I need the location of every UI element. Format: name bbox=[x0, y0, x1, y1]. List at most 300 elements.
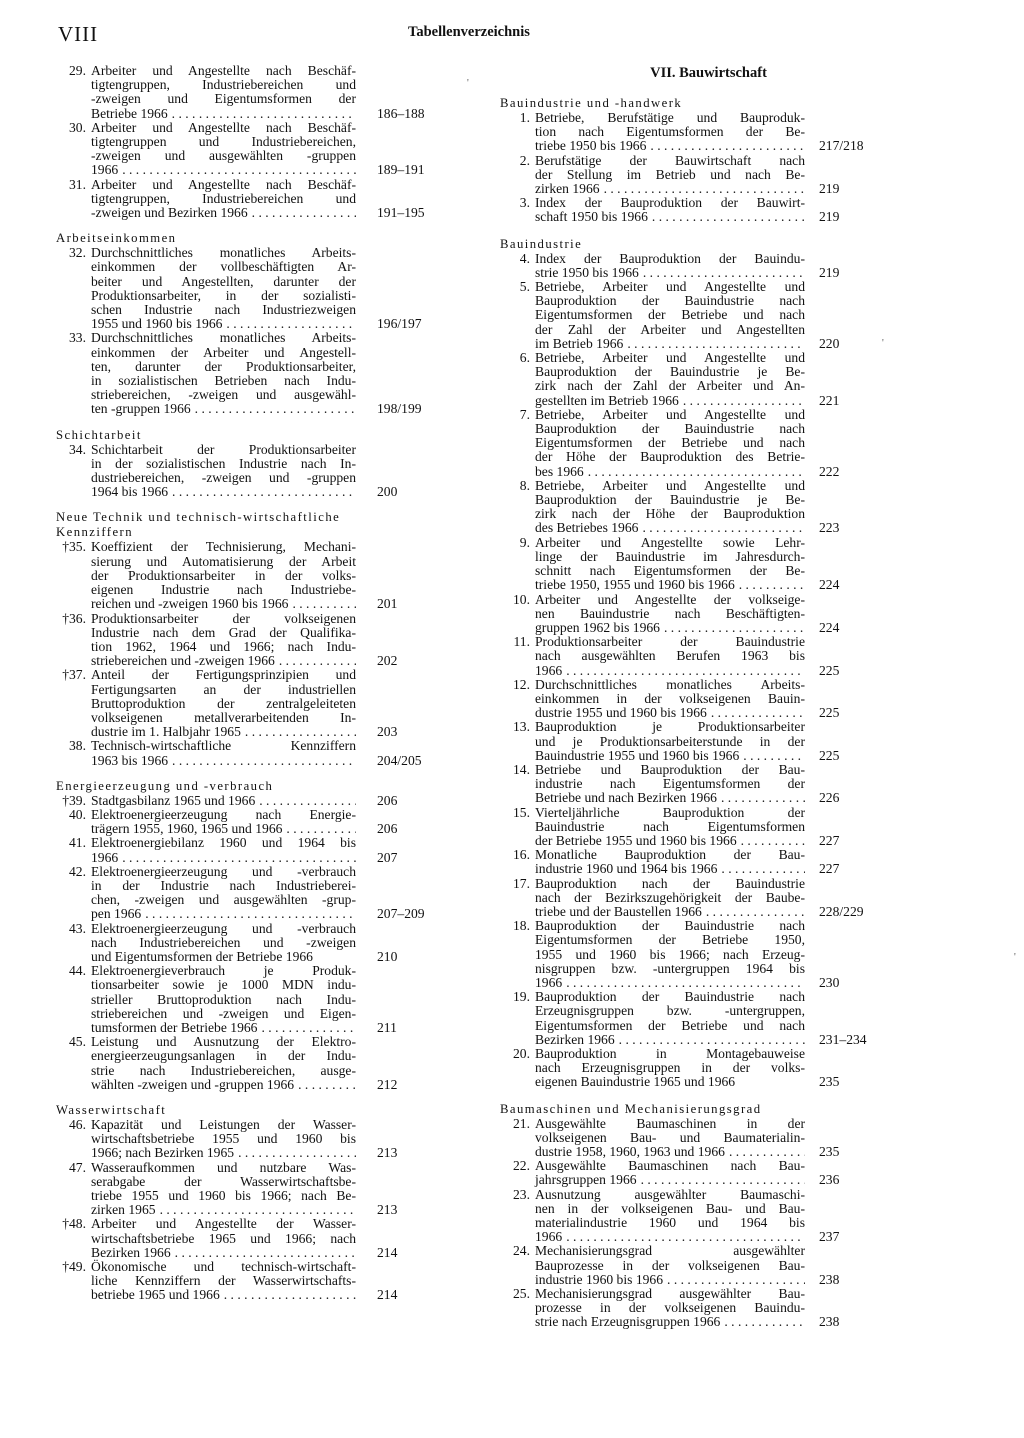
left-column bbox=[56, 64, 429, 1303]
table-entry bbox=[500, 196, 877, 224]
entry-line: eigenen Bauindustrie 1965 und 1966 bbox=[535, 1074, 736, 1090]
entry-line: Arbeiter und Angestellte der volkseige- bbox=[535, 591, 805, 607]
entry-line: Elektroenergieerzeugung und -verbrauch bbox=[91, 863, 356, 879]
entry-number: 10. bbox=[513, 591, 530, 607]
entry-number: 25. bbox=[513, 1286, 530, 1302]
entry-line: Erzeugnisgruppen bzw. -untergruppen, bbox=[535, 1003, 805, 1019]
table-entry bbox=[500, 280, 877, 351]
entry-line: Bauproduktion der Bauindustrie nach bbox=[535, 918, 805, 934]
entry-line: nisgruppen bzw. -untergruppen 1964 bis bbox=[535, 960, 805, 976]
entry-text bbox=[56, 739, 429, 767]
entry-line: der Zahl der Arbeiter und Angestellten bbox=[535, 321, 805, 337]
page-ref: 198/199 bbox=[377, 401, 422, 417]
entry-line: Betriebe, Arbeiter und Angestellte und bbox=[535, 279, 805, 295]
entry-line: Index der Bauproduktion der Bauwirt- bbox=[535, 195, 805, 211]
entry-line: Schichtarbeit der Produktionsarbeiter bbox=[91, 441, 356, 457]
entry-last-line bbox=[91, 1078, 356, 1092]
page-ref: 219 bbox=[819, 264, 840, 280]
entry-line: tigtengruppen, Industriebereichen und bbox=[91, 190, 356, 206]
leader-dots bbox=[623, 337, 805, 351]
entry-number: 47. bbox=[69, 1159, 86, 1175]
entry-line: Stadtgasbilanz 1965 und 1966 bbox=[91, 792, 256, 808]
entry-line: eigenen Industrie nach Industriebe- bbox=[91, 582, 356, 598]
entry-text bbox=[56, 178, 429, 221]
page-ref: 202 bbox=[377, 653, 398, 669]
entry-text bbox=[56, 1217, 429, 1260]
leader-dots bbox=[241, 725, 356, 739]
entry-line: Ausnutzung ausgewählter Baumaschi- bbox=[535, 1186, 805, 1202]
table-entry bbox=[56, 246, 429, 331]
leader-dots bbox=[648, 210, 805, 224]
page-ref: 203 bbox=[377, 724, 398, 740]
entry-last-line bbox=[535, 578, 805, 592]
page-ref: 214 bbox=[377, 1244, 398, 1260]
entry-line: Elektroenergieerzeugung nach Energie- bbox=[91, 806, 356, 822]
entry-last-line bbox=[535, 706, 805, 720]
entry-number: 14. bbox=[513, 761, 530, 777]
table-entry bbox=[500, 678, 877, 721]
page-ref: 227 bbox=[819, 832, 840, 848]
entry-line: Kapazität und Leistungen der Wasser- bbox=[91, 1117, 356, 1132]
entry-line: zirk nach der Zahl der Arbeiter und An- bbox=[535, 378, 805, 394]
table-entry bbox=[500, 1159, 877, 1187]
entry-text bbox=[56, 121, 429, 178]
table-entry bbox=[500, 990, 877, 1047]
entry-text bbox=[56, 540, 429, 611]
page-ref: 219 bbox=[819, 209, 840, 225]
entry-text bbox=[56, 1161, 429, 1218]
entry-line: -zweigen und Eigentumsformen der bbox=[91, 91, 356, 107]
entry-text bbox=[56, 836, 429, 864]
entry-last-line bbox=[91, 107, 356, 121]
leader-dots bbox=[562, 1230, 805, 1244]
entry-number: 31. bbox=[69, 176, 86, 192]
leader-dots bbox=[562, 976, 805, 990]
page-ref: 206 bbox=[377, 821, 398, 837]
entry-line: wirtschaftsbetriebe 1965 und 1966; nach bbox=[91, 1230, 356, 1246]
entry-number: 23. bbox=[513, 1186, 530, 1202]
entry-line: Betriebe, Arbeiter und Angestellte und bbox=[535, 350, 805, 366]
entry-last-line bbox=[535, 266, 805, 280]
entry-line: materialindustrie 1960 und 1964 bis bbox=[535, 1215, 805, 1231]
entry-line: in der Industrie nach Industrieberei- bbox=[91, 877, 356, 893]
entry-line: industrie 1960 und 1964 bis 1966 bbox=[535, 861, 718, 877]
entry-last-line bbox=[535, 1273, 805, 1287]
entry-number: 4. bbox=[519, 250, 530, 266]
table-entry bbox=[500, 479, 877, 536]
leader-dots bbox=[191, 402, 356, 416]
entry-line: tionsarbeiter sowie je 1000 MDN indu- bbox=[91, 977, 356, 993]
leader-dots bbox=[222, 317, 356, 331]
entry-number: 18. bbox=[513, 918, 530, 934]
entry-line: industrie nach Eigentumsformen der bbox=[535, 776, 805, 792]
entry-number: 43. bbox=[69, 920, 86, 936]
entry-line: der Produktionsarbeiter in der volks- bbox=[91, 567, 356, 583]
entry-line: gruppen 1962 bis 1966 bbox=[535, 619, 660, 635]
entry-last-line bbox=[91, 402, 356, 416]
page-ref: 225 bbox=[819, 662, 840, 678]
entry-line: Durchschnittliches monatliches Arbeits- bbox=[535, 676, 805, 692]
entry-line: Bauproduktion der Bauindustrie je Be- bbox=[535, 364, 805, 380]
leader-dots bbox=[584, 465, 805, 479]
entry-line: im Betrieb 1966 bbox=[535, 335, 624, 351]
entry-line: Arbeiter und Angestellte nach Beschäf- bbox=[91, 63, 356, 78]
page-ref: 186–188 bbox=[377, 105, 425, 121]
leader-dots bbox=[638, 521, 805, 535]
entry-line: Ausgewählte Baumaschinen nach Bau- bbox=[535, 1158, 805, 1174]
leader-dots bbox=[639, 266, 805, 280]
entry-line: zirken 1966 bbox=[535, 181, 600, 197]
entry-line: Eigentumsformen der Betriebe 1950, bbox=[535, 932, 805, 948]
entry-line: Monatliche Bauproduktion der Bau- bbox=[535, 847, 805, 863]
entry-number: 33. bbox=[69, 330, 86, 346]
leader-dots bbox=[234, 1146, 356, 1160]
entry-number: †49. bbox=[62, 1259, 86, 1275]
entry-number: 46. bbox=[69, 1117, 86, 1132]
table-entry bbox=[500, 1244, 877, 1287]
entry-line: Mechanisierungsgrad ausgewählter bbox=[535, 1243, 805, 1259]
entry-last-line bbox=[91, 725, 356, 739]
entry-number: 2. bbox=[519, 152, 530, 168]
table-entry bbox=[56, 668, 429, 739]
entry-line: zirk nach der Höhe der Bauproduktion bbox=[535, 506, 805, 522]
leader-dots bbox=[168, 485, 356, 499]
entry-line: nach Erzeugnisgruppen in der volks- bbox=[535, 1060, 805, 1076]
table-entry bbox=[56, 178, 429, 221]
entry-line: Anteil der Fertigungsprinzipien und bbox=[91, 667, 356, 683]
entry-last-line bbox=[535, 862, 805, 876]
entry-last-line bbox=[535, 521, 805, 535]
entry-text bbox=[56, 612, 429, 669]
entry-line: nen in der volkseigenen Bau- und Bau- bbox=[535, 1200, 805, 1216]
page-ref: 237 bbox=[819, 1229, 840, 1245]
entry-line: Bauproduktion der Bauindustrie nach bbox=[535, 421, 805, 437]
table-entry bbox=[500, 720, 877, 763]
entry-line: dustrie 1955 und 1960 bis 1966 bbox=[535, 705, 707, 721]
part-heading: VII. Bauwirtschaft bbox=[650, 65, 767, 81]
table-entry bbox=[56, 1118, 429, 1161]
page-ref: 226 bbox=[819, 790, 840, 806]
entry-line: jahrsgruppen 1966 bbox=[535, 1172, 637, 1188]
entry-line: Betriebe und Bauproduktion der Bau- bbox=[535, 761, 805, 777]
entry-text bbox=[56, 1035, 429, 1092]
page-ref: 231–234 bbox=[819, 1031, 867, 1047]
page-ref: 200 bbox=[377, 484, 398, 500]
entry-line: triebe und der Baustellen 1966 bbox=[535, 903, 702, 919]
entry-last-line bbox=[535, 664, 805, 678]
page-ref: 207 bbox=[377, 849, 398, 865]
entry-line: -zweigen und Bezirken 1966 bbox=[91, 205, 248, 221]
entry-number: †48. bbox=[62, 1216, 86, 1232]
table-entry bbox=[56, 836, 429, 864]
entry-text bbox=[56, 64, 429, 121]
entry-line: Bruttoproduktion der zentralgeleiteten bbox=[91, 695, 356, 711]
entry-number: †37. bbox=[62, 667, 86, 683]
entry-last-line bbox=[535, 1173, 805, 1187]
entry-last-line bbox=[535, 1145, 805, 1159]
leader-dots bbox=[171, 1246, 356, 1260]
entry-line: Ökonomische und technisch-wirtschaft- bbox=[91, 1259, 356, 1275]
table-entry bbox=[500, 1287, 877, 1330]
entry-line: industrie 1960 bis 1966 bbox=[535, 1271, 664, 1287]
entry-line: Bezirken 1966 bbox=[91, 1244, 171, 1260]
table-entry bbox=[56, 865, 429, 922]
leader-dots bbox=[275, 654, 356, 668]
entry-line: Arbeiter und Angestellte sowie Lehr- bbox=[535, 534, 805, 550]
entry-line: Elektroenergiebilanz 1960 und 1964 bis bbox=[91, 835, 356, 851]
right-column bbox=[500, 64, 877, 1330]
entry-line: volkseigenen Bau- und Baumaterialin- bbox=[535, 1129, 805, 1145]
entry-line: wählten -zweigen und -gruppen 1966 bbox=[91, 1076, 295, 1092]
entry-line: dustrie 1958, 1960, 1963 und 1966 bbox=[535, 1144, 725, 1160]
table-entry bbox=[56, 1161, 429, 1218]
entry-text bbox=[56, 1118, 429, 1161]
entry-line: Mechanisierungsgrad ausgewählter Bau- bbox=[535, 1286, 805, 1302]
entry-line: linge der Bauindustrie im Jahresdurch- bbox=[535, 548, 805, 564]
leader-dots bbox=[637, 1173, 805, 1187]
page-ref: 204/205 bbox=[377, 752, 422, 768]
page-title: Tabellenverzeichnis bbox=[408, 24, 530, 40]
entry-line: strie nach Erzeugnisgruppen 1966 bbox=[535, 1314, 721, 1330]
page-ref: 201 bbox=[377, 596, 398, 612]
entry-line: gestellten im Betrieb 1966 bbox=[535, 392, 679, 408]
section-heading: Arbeitseinkommen bbox=[56, 231, 177, 246]
table-entry bbox=[500, 635, 877, 678]
entry-number: 7. bbox=[519, 406, 530, 422]
table-entry bbox=[500, 877, 877, 920]
entry-text bbox=[56, 1260, 429, 1303]
entry-line: striebereichen und -zweigen 1966 bbox=[91, 653, 275, 669]
entry-number: 9. bbox=[519, 534, 530, 550]
entry-line: Fertigungsarten an der industriellen bbox=[91, 681, 356, 697]
entry-number: 38. bbox=[69, 738, 86, 754]
entry-line: volkseigenen metallverarbeitenden In- bbox=[91, 709, 356, 725]
page-ref: 214 bbox=[377, 1287, 398, 1303]
entry-line: nach Industriebereichen und -zweigen bbox=[91, 934, 356, 950]
entry-line: einkommen der vollbeschäftigten Ar- bbox=[91, 259, 356, 275]
leader-dots bbox=[615, 1033, 805, 1047]
entry-text bbox=[56, 808, 429, 836]
entry-line: Bauproduktion je Produktionsarbeiter bbox=[535, 719, 805, 735]
entry-line: der Betriebe 1955 und 1960 bis 1966 bbox=[535, 832, 737, 848]
entry-line: Betriebe, Arbeiter und Angestellte und bbox=[535, 477, 805, 493]
page-ref: 196/197 bbox=[377, 316, 422, 332]
entry-line: Betriebe und nach Bezirken 1966 bbox=[535, 790, 717, 806]
entry-number: 13. bbox=[513, 719, 530, 735]
leader-dots bbox=[725, 1145, 805, 1159]
entry-number: 6. bbox=[519, 350, 530, 366]
entry-last-line bbox=[535, 1075, 805, 1089]
entry-last-line bbox=[535, 791, 805, 805]
entry-line: tumsformen der Betriebe 1966 bbox=[91, 1019, 258, 1035]
entry-line: Bezirken 1966 bbox=[535, 1031, 615, 1047]
page-ref: 206 bbox=[377, 792, 398, 808]
entry-last-line bbox=[91, 1021, 356, 1035]
entry-line: Eigentumsformen der Betriebe und nach bbox=[535, 435, 805, 451]
leader-dots bbox=[600, 182, 805, 196]
entry-line: -zweigen und ausgewählten -gruppen bbox=[91, 148, 356, 164]
leader-dots bbox=[294, 1078, 356, 1092]
table-entry bbox=[56, 1260, 429, 1303]
entry-line: dustriebereichen, -zweigen und -gruppen bbox=[91, 470, 356, 486]
entry-line: striebereichen, -zweigen und ausgewähl- bbox=[91, 387, 356, 403]
leader-dots bbox=[737, 834, 805, 848]
entry-last-line bbox=[91, 794, 356, 808]
entry-line: der Stellung im Betrieb und nach Be- bbox=[535, 166, 805, 182]
page-ref: 219 bbox=[819, 181, 840, 197]
section-heading: Schichtarbeit bbox=[56, 427, 142, 442]
leader-dots bbox=[679, 394, 805, 408]
entry-line: Betriebe, Berufstätige und Bauproduk- bbox=[535, 110, 805, 125]
entry-line: zirken 1965 bbox=[91, 1202, 156, 1218]
entry-line: striebereichen und -zweigen und Eigen- bbox=[91, 1005, 356, 1021]
entry-line: Betriebe 1966 bbox=[91, 105, 168, 121]
page-ref: 238 bbox=[819, 1271, 840, 1287]
entry-line: wirtschaftsbetriebe 1955 und 1960 bis bbox=[91, 1131, 356, 1147]
entry-last-line bbox=[535, 621, 805, 635]
entry-last-line bbox=[91, 907, 356, 921]
table-entry bbox=[500, 1047, 877, 1090]
entry-line: liche Kennziffern der Wasserwirtschafts- bbox=[91, 1273, 356, 1289]
leader-dots bbox=[562, 664, 805, 678]
page-ref: 210 bbox=[377, 948, 398, 964]
entry-line: der Höhe der Bauproduktion des Betrie- bbox=[535, 449, 805, 465]
section-heading: Bauindustrie und -handwerk bbox=[500, 96, 683, 110]
entry-last-line bbox=[91, 822, 356, 836]
entry-number: 32. bbox=[69, 245, 86, 261]
entry-number: 17. bbox=[513, 875, 530, 891]
entry-number: 44. bbox=[69, 963, 86, 979]
entry-line: Bauproduktion der Bauindustrie nach bbox=[535, 293, 805, 309]
page-ref: 217/218 bbox=[819, 138, 864, 154]
leader-dots bbox=[720, 1315, 805, 1329]
page-ref: 224 bbox=[819, 577, 840, 593]
entry-last-line bbox=[535, 210, 805, 224]
table-entry bbox=[500, 848, 877, 876]
entry-line: triebe 1950 bis 1966 bbox=[535, 138, 647, 154]
table-entry bbox=[500, 1117, 877, 1160]
entry-number: 8. bbox=[519, 477, 530, 493]
leader-dots bbox=[168, 754, 356, 768]
entry-line: Arbeiter und Angestellte nach Beschäf- bbox=[91, 176, 356, 192]
table-entry bbox=[500, 1188, 877, 1245]
margin-mark: ' bbox=[882, 338, 884, 349]
table-entry bbox=[56, 540, 429, 611]
entry-last-line bbox=[91, 851, 356, 865]
entry-number: 22. bbox=[513, 1158, 530, 1174]
entry-line: Arbeiter und Angestellte der Wasser- bbox=[91, 1216, 356, 1232]
entry-number: 20. bbox=[513, 1046, 530, 1061]
entry-line: 1966 bbox=[91, 849, 119, 865]
page-ref: 222 bbox=[819, 463, 840, 479]
entry-line: Leistung und Ausnutzung der Elektro- bbox=[91, 1034, 356, 1050]
leader-dots bbox=[717, 791, 805, 805]
leader-dots bbox=[702, 905, 805, 919]
entry-line: bes 1966 bbox=[535, 463, 584, 479]
entry-line: 1966; nach Bezirken 1965 bbox=[91, 1145, 235, 1161]
entry-text bbox=[56, 443, 429, 500]
entry-line: chen, -zweigen und ausgewählten -grup- bbox=[91, 892, 356, 908]
entry-number: 1. bbox=[519, 110, 530, 125]
entry-number: 24. bbox=[513, 1243, 530, 1259]
entry-line: schaft 1950 bis 1966 bbox=[535, 209, 648, 225]
entry-text bbox=[56, 964, 429, 1035]
entry-line: Elektroenergieverbrauch je Produk- bbox=[91, 963, 356, 979]
entry-line: serabgabe der Wasserwirtschaftsbe- bbox=[91, 1173, 356, 1189]
leader-dots bbox=[141, 907, 356, 921]
entry-line: tion nach Eigentumsformen der Be- bbox=[535, 124, 805, 140]
entry-line: tigtengruppen und Industriebereichen, bbox=[91, 134, 356, 150]
entry-number: 42. bbox=[69, 863, 86, 879]
entry-line: Vierteljährliche Bauproduktion der bbox=[535, 804, 805, 820]
entry-line: nach ausgewählten Berufen 1963 bis bbox=[535, 648, 805, 664]
entry-last-line bbox=[91, 485, 356, 499]
entry-line: pen 1966 bbox=[91, 906, 142, 922]
entry-last-line bbox=[535, 976, 805, 990]
entry-line: Bauproduktion in Montagebauweise bbox=[535, 1046, 805, 1061]
table-entry bbox=[56, 794, 429, 808]
entry-line: Produktionsarbeiter der Bauindustrie bbox=[535, 634, 805, 650]
entry-line: Eigentumsformen der Betriebe und nach bbox=[535, 307, 805, 323]
table-entry bbox=[500, 154, 877, 197]
page-ref: 225 bbox=[819, 705, 840, 721]
entry-text bbox=[56, 922, 429, 965]
entry-last-line bbox=[91, 597, 356, 611]
entry-line: energieerzeugungsanlagen in der Indu- bbox=[91, 1048, 356, 1064]
entry-number: 41. bbox=[69, 835, 86, 851]
entry-last-line bbox=[91, 317, 356, 331]
entry-line: beiter und Angestellten, darunter der bbox=[91, 273, 356, 289]
table-entry bbox=[56, 331, 429, 416]
section-heading: Energieerzeugung und -verbrauch bbox=[56, 778, 274, 793]
entry-line: nen Bauindustrie nach Beschäftigten- bbox=[535, 605, 805, 621]
entry-line: Produktionsarbeiter, in der sozialisti- bbox=[91, 287, 356, 303]
page-ref: 224 bbox=[819, 619, 840, 635]
entry-number: †36. bbox=[62, 610, 86, 626]
entry-last-line bbox=[535, 905, 805, 919]
entry-line: sierung und Automatisierung der Arbeit bbox=[91, 553, 356, 569]
entry-last-line bbox=[535, 1033, 805, 1047]
page-ref: 191–195 bbox=[377, 205, 425, 221]
page-ref: 223 bbox=[819, 520, 840, 536]
entry-last-line bbox=[91, 654, 356, 668]
entry-number: 30. bbox=[69, 119, 86, 135]
table-entry bbox=[500, 252, 877, 280]
entry-line: in der sozialistischen Industrie nach In- bbox=[91, 455, 356, 471]
entry-text bbox=[56, 865, 429, 922]
page-ref: 238 bbox=[819, 1314, 840, 1330]
entry-line: Arbeiter und Angestellte nach Beschäf- bbox=[91, 119, 356, 135]
leader-dots bbox=[248, 206, 356, 220]
page-ref: 230 bbox=[819, 974, 840, 990]
leader-dots bbox=[735, 578, 805, 592]
table-entry bbox=[500, 536, 877, 593]
entry-line: reichen und -zweigen 1960 bis 1966 bbox=[91, 596, 289, 612]
table-entry bbox=[500, 111, 877, 154]
entry-line: Ausgewählte Baumaschinen in der bbox=[535, 1115, 805, 1131]
margin-mark: ' bbox=[467, 78, 469, 89]
entry-line: Wasseraufkommen und nutzbare Was- bbox=[91, 1159, 356, 1175]
entry-last-line bbox=[91, 754, 356, 768]
page-ref: 235 bbox=[819, 1074, 840, 1090]
entry-number: 40. bbox=[69, 806, 86, 822]
entry-line: Produktionsarbeiter der volkseigenen bbox=[91, 610, 356, 626]
page-ref: 212 bbox=[377, 1076, 398, 1092]
entry-line: tigtengruppen, Industriebereichen und bbox=[91, 77, 356, 93]
entry-line: einkommen in der volkseigenen Bauin- bbox=[535, 690, 805, 706]
leader-dots bbox=[257, 1021, 356, 1035]
leader-dots bbox=[220, 1288, 356, 1302]
